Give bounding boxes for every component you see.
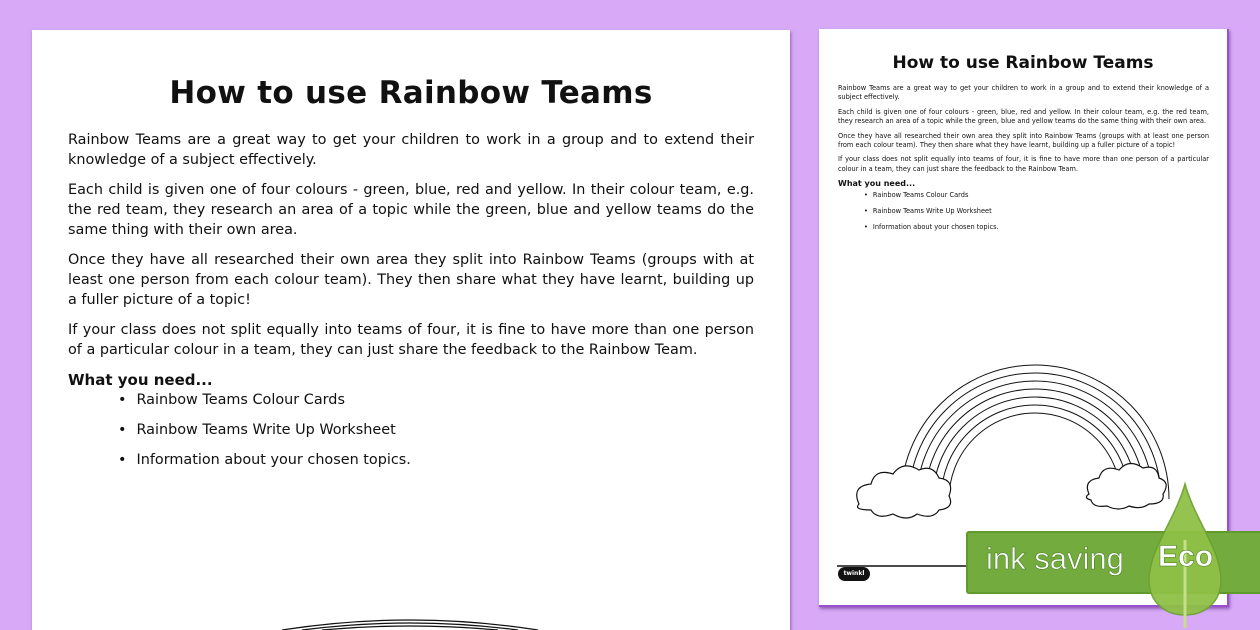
paragraph: Each child is given one of four colours - green, blue, red and yellow. In their colour team, e.g. the red team, they research an area of a topic while the green, blue and yellow teams do the same thing with their own area. — [68, 182, 754, 238]
list-item: • Rainbow Teams Write Up Worksheet — [118, 420, 754, 440]
rainbow-illustration — [32, 610, 790, 630]
need-list — [864, 191, 1209, 233]
paragraph: Rainbow Teams are a great way to get your children to work in a group and to extend their knowledge of a subject effectively. — [68, 132, 754, 168]
list-item: • Information about your chosen topics. — [864, 223, 1209, 232]
twinkl-logo: twinkl — [838, 567, 870, 581]
paragraph: If your class does not split equally into teams of four, it is fine to have more than one person of a particular colour in a team, they can just share the feedback to the Rainbow Team. — [68, 322, 754, 358]
document-page-large — [32, 30, 790, 630]
list-item: • Information about your chosen topics. — [118, 450, 754, 470]
page-title: How to use Rainbow Teams — [892, 53, 1154, 73]
need-list — [118, 390, 754, 470]
need-heading: What you need... — [68, 371, 213, 389]
paragraph: Once they have all researched their own area they split into Rainbow Teams (groups with at least one person from each colour team). They then share what they have learnt, building up a fuller picture of a topic! — [838, 131, 1209, 150]
paragraph: Once they have all researched their own area they split into Rainbow Teams (groups with at least one person from each colour team). They then share what they have learnt, building up a fuller picture of a topic! — [68, 252, 754, 308]
list-item: • Rainbow Teams Colour Cards — [118, 390, 754, 410]
cloud-icon — [857, 466, 951, 518]
eco-label: Eco — [1158, 540, 1214, 573]
paragraph: If your class does not split equally into teams of four, it is fine to have more than one person of a particular colour in a team, they can just share the feedback to the Rainbow Team. — [838, 155, 1209, 173]
list-item: • Rainbow Teams Write Up Worksheet — [864, 207, 1209, 216]
paragraph: Each child is given one of four colours - green, blue, red and yellow. In their colour team, e.g. the red team, they research an area of a topic while the green, blue and yellow teams do the same thing with their own area. — [838, 107, 1209, 126]
page-title: How to use Rainbow Teams — [169, 75, 653, 111]
list-item: • Rainbow Teams Colour Cards — [864, 191, 1209, 200]
badge-text: ink saving — [986, 541, 1124, 576]
paragraph: Rainbow Teams are a great way to get your children to work in a group and to extend their knowledge of a subject effectively. — [838, 84, 1209, 102]
need-heading: What you need... — [838, 179, 916, 189]
